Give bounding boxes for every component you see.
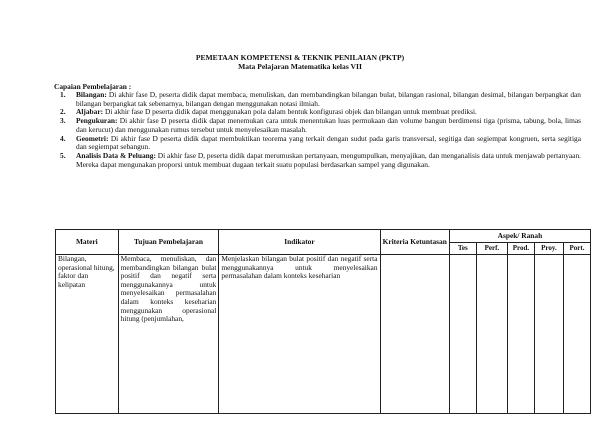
header-kriteria: Kriteria Ketuntasan — [380, 230, 449, 255]
header-aspek-perf: Perf. — [476, 243, 507, 255]
item-label: Analisis Data & Peluang: — [76, 150, 156, 160]
cell-tujuan: Membaca, menuliskan, dan membandingkan bilangan bulat positif dan negatif serta menggunakannya untuk menyelesaikan permasalahan dalam konteks keseharian menggunakan operasional hitung (penjumlahan, — [118, 255, 219, 414]
capaian-item — [54, 152, 581, 169]
document-title: PEMETAAN KOMPETENSI & TEKNIK PENILAIAN (PKTP) — [195, 53, 405, 62]
header-aspek: Aspek/ Ranah — [449, 230, 590, 243]
cell-tes — [449, 255, 476, 414]
item-text: Di akhir fase D peserta didik dapat membuktikan teorema yang terkait dengan sudut pada garis transversal, segitiga dan segiempat kongruen, serta segitiga dan segiempat sebangun. — [76, 133, 581, 152]
capaian-item — [54, 135, 581, 152]
cell-kriteria — [380, 255, 449, 414]
pktp-table — [55, 229, 591, 414]
cell-indikator: Menjelaskan bilangan bulat positif dan negatif serta menggunakannya untuk menyelesaikan permasalahan dalam konteks keseharian — [219, 255, 380, 414]
cell-prod — [508, 255, 535, 414]
header-indikator: Indikator — [219, 230, 380, 255]
capaian-item — [54, 91, 581, 108]
header-aspek-tes: Tes — [449, 243, 476, 255]
item-number: 3. — [60, 116, 66, 126]
cell-proy — [534, 255, 563, 414]
item-text: Di akhir fase D peserta didik dapat menemukan cara untuk menentukan luas permukaan dan volume bangun berdimensi tiga (prisma, tabung, bola, limas dan kerucut) dan menggunakan rumus tersebut untuk menyelesaikan masalah. — [76, 116, 581, 134]
header-aspek-port: Port. — [564, 243, 591, 255]
item-text: Di akhir fase D, peserta didik dapat membaca, menuliskan, dan membandingkan bilangan bulat, bilangan rasional, bilangan desimal, bilangan berpangkat dan bilangan berpangkat tak sebenarnya, bilangan dengan menggunakan notasi ilmiah. — [76, 90, 581, 108]
item-number: 4. — [60, 133, 66, 143]
capaian-heading: Capaian Pembelajaran : — [54, 82, 132, 91]
header-materi: Materi — [56, 230, 119, 255]
item-text: Di akhir fase D, peserta didik dapat merumuskan pertanyaan, mengumpulkan, menyajikan, dan menganalisis data untuk menjawab pertanyaan. Mereka dapat mengunakan proporsi untuk membuat dugaan terkait suatu populasi berdasarkan sampel yang digunakan. — [76, 150, 581, 169]
cell-perf — [476, 255, 507, 414]
header-aspek-proy: Proy. — [534, 243, 563, 255]
cell-materi: Bilangan, operasional hitung, faktor dan kelipatan — [56, 255, 119, 414]
item-label: Pengukuran: — [76, 116, 118, 126]
cell-port — [564, 255, 591, 414]
item-number: 1. — [60, 90, 66, 99]
item-label: Aljabar: — [76, 107, 104, 117]
header-aspek-prod: Prod. — [508, 243, 535, 255]
header-tujuan: Tujuan Pembelajaran — [118, 230, 219, 255]
item-number: 5. — [60, 150, 66, 160]
item-text: Di akhir fase D peserta didik dapat menggunakan pola dalam bentuk konfigurasi objek dan bilangan untuk membuat prediksi. — [103, 107, 477, 117]
item-label: Geometri: — [76, 133, 109, 143]
document-subtitle: Mata Pelajaran Matematika kelas VII — [238, 62, 362, 71]
capaian-item — [54, 117, 581, 134]
table-row — [56, 255, 591, 414]
item-number: 2. — [60, 107, 66, 117]
capaian-list — [54, 91, 581, 169]
item-label: Bilangan: — [76, 90, 107, 99]
